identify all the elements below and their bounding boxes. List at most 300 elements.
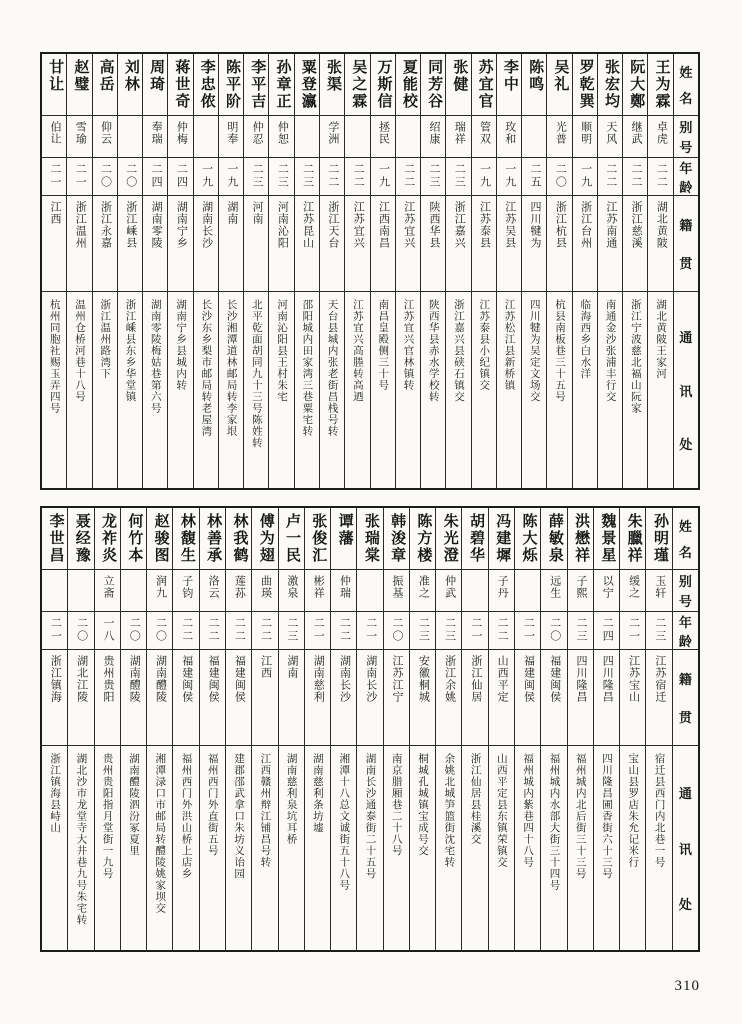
entry-age-cell [515, 612, 540, 650]
entry-age: 二二 [207, 617, 220, 643]
entry-age-cell [462, 612, 487, 650]
entry-address: 江苏泰县小纪镇交 [478, 299, 490, 391]
entry-alias: 学洲 [326, 121, 339, 145]
entry-column [540, 508, 566, 950]
entry-age-cell [541, 612, 566, 650]
entry-name-cell [305, 508, 330, 570]
entry-age-cell [547, 158, 571, 196]
entry-name: 洪懋祥 [573, 513, 590, 564]
header-name [673, 508, 698, 570]
entry-age: 二三 [443, 617, 456, 643]
entry-alias-cell [396, 116, 420, 158]
header-native [674, 196, 698, 292]
entry-name-cell [67, 54, 91, 116]
entry-alias: 子熙 [575, 575, 587, 599]
entry-address-cell [320, 292, 344, 488]
entry-native: 浙江余姚 [443, 655, 456, 703]
entry-native-cell [295, 196, 319, 292]
entry-age-cell [623, 158, 647, 196]
entry-alias-cell [573, 116, 597, 158]
entry-column [304, 508, 330, 950]
entry-column [142, 54, 167, 488]
entry-column [521, 54, 546, 488]
entry-age: 二二 [352, 163, 365, 189]
entry-name: 张宏均 [602, 59, 619, 110]
entry-name: 蒋世奇 [173, 59, 190, 110]
entry-alias-cell [219, 116, 243, 158]
entry-alias: 以宁 [601, 575, 614, 599]
entry-address: 湖南长沙通泰街二十五号 [364, 753, 376, 880]
entry-native: 江苏吴县 [503, 201, 516, 249]
entry-age-cell [244, 158, 268, 196]
entry-address-cell [541, 746, 566, 950]
entry-age-cell [568, 612, 593, 650]
entry-alias-cell [95, 570, 120, 612]
entry-alias-cell [462, 570, 487, 612]
entry-native-cell [67, 196, 91, 292]
entry-name: 阮大鄭 [628, 59, 645, 110]
entry-alias-cell [421, 116, 445, 158]
entry-age: 二二 [338, 617, 351, 643]
entry-address: 湖南宁乡县城内转 [175, 299, 187, 391]
entry-alias: 卓虎 [655, 121, 668, 145]
entry-name: 韩浚章 [389, 513, 406, 564]
entry-address-cell [194, 292, 218, 488]
entry-age: 二〇 [554, 163, 567, 189]
entry-address-cell [295, 292, 319, 488]
entry-alias-cell [384, 570, 409, 612]
entry-name: 赵骏图 [152, 513, 169, 564]
entry-name-cell [42, 54, 66, 116]
entry-address-cell [331, 746, 356, 950]
entry-alias: 瑞祥 [453, 121, 466, 145]
entry-age-cell [42, 158, 66, 196]
entry-native-cell [118, 196, 142, 292]
entry-native-cell [331, 650, 356, 746]
entry-alias-cell [68, 570, 93, 612]
entry-native-cell [194, 196, 218, 292]
entry-address: 湘潭渌口市邮局转醴陵姚家坝交 [154, 753, 166, 914]
entry-column [420, 54, 445, 488]
entry-address-cell [118, 292, 142, 488]
entry-alias: 天风 [604, 121, 617, 145]
entry-native: 浙江仙居 [469, 655, 482, 703]
entry-name-cell [143, 54, 167, 116]
entry-alias-cell [568, 570, 593, 612]
entry-address: 邵阳城内田家湾三巷粟宅转 [301, 299, 313, 437]
entry-name-cell [462, 508, 487, 570]
entry-address: 四川隆昌圃香街六十三号 [601, 753, 613, 880]
entry-name: 吴之霖 [350, 59, 367, 110]
entry-age: 二〇 [154, 617, 167, 643]
entry-name: 李平吉 [249, 59, 266, 110]
entry-native: 江苏南通 [604, 201, 617, 249]
entry-column [488, 508, 514, 950]
entry-age-cell [168, 158, 192, 196]
entry-native-cell [147, 650, 172, 746]
entry-native: 江苏泰县 [478, 201, 491, 249]
entry-age: 二三 [427, 163, 440, 189]
entry-address: 天台县城内张老街昌栈号转 [326, 299, 338, 437]
entry-alias-cell [67, 116, 91, 158]
entry-native-cell [410, 650, 435, 746]
entry-address-cell [410, 746, 435, 950]
entry-name: 粟登瀛 [299, 59, 316, 110]
entry-alias: 光普 [554, 121, 567, 145]
entry-alias-cell [143, 116, 167, 158]
entry-alias-cell [620, 570, 645, 612]
header-alias-char: 号 [678, 594, 692, 609]
entry-alias-cell [522, 116, 546, 158]
entry-name-cell [200, 508, 225, 570]
entry-name: 李世昌 [47, 513, 64, 564]
entry-address-cell [219, 292, 243, 488]
entry-name: 胡碧华 [467, 513, 484, 564]
entry-native: 福建闽侯 [180, 655, 193, 703]
entry-name: 龙祚炎 [100, 513, 117, 564]
entry-column [619, 508, 645, 950]
entry-age-cell [446, 158, 470, 196]
entry-alias: 激泉 [285, 575, 298, 599]
entry-column [146, 508, 172, 950]
entry-age: 二一 [49, 163, 61, 189]
entry-name-cell [568, 508, 593, 570]
entry-native-cell [489, 650, 514, 746]
entry-alias: 仰云 [99, 121, 112, 145]
header-age-char: 龄 [678, 634, 692, 649]
entry-native-cell [384, 650, 409, 746]
entry-age: 二二 [402, 163, 415, 189]
entry-alias: 继武 [630, 121, 643, 145]
entry-address-cell [244, 292, 268, 488]
entry-alias-cell [147, 570, 172, 612]
entry-name: 陈方楼 [415, 513, 432, 564]
entry-name: 谭藩 [336, 513, 353, 547]
entry-address: 杭州同胞社赐玉弄四号 [48, 299, 60, 414]
entry-age-cell [371, 158, 395, 196]
entry-age: 一九 [225, 163, 238, 189]
entry-alias-cell [410, 570, 435, 612]
entry-native: 福建闽侯 [207, 655, 220, 703]
entry-alias-cell [118, 116, 142, 158]
entry-name: 卢一民 [284, 513, 301, 564]
entry-name: 同芳谷 [426, 59, 443, 110]
entry-address: 浙江嵊县东乡华堂镇 [124, 299, 136, 403]
entry-column [496, 54, 521, 488]
entry-name-cell [497, 54, 521, 116]
entry-column [251, 508, 277, 950]
entry-address-cell [396, 292, 420, 488]
entry-name-cell [648, 54, 672, 116]
entry-native: 江苏宝山 [627, 655, 640, 703]
entry-address-cell [384, 746, 409, 950]
entry-age-cell [436, 612, 461, 650]
entry-address: 山西平定县东镇荣镇交 [495, 753, 507, 868]
entry-native: 四川隆昌 [575, 655, 587, 703]
entry-native-cell [305, 650, 330, 746]
entry-address-cell [173, 746, 198, 950]
entry-address: 杭县南板巷三十五号 [554, 299, 566, 403]
entry-name: 陈鸣 [527, 59, 544, 93]
entry-native-cell [620, 650, 645, 746]
entry-name-cell [594, 508, 619, 570]
entry-alias-cell [646, 570, 671, 612]
header-column [672, 508, 698, 950]
entry-name: 冯建墀 [494, 513, 511, 564]
entry-name-cell [573, 54, 597, 116]
entry-name-cell [252, 508, 277, 570]
entry-address-cell [594, 746, 619, 950]
entry-alias: 洛云 [207, 575, 220, 599]
entry-column [92, 54, 117, 488]
entry-address-cell [547, 292, 571, 488]
entry-address: 江苏宜兴官林镇转 [402, 299, 414, 391]
entry-column [370, 54, 395, 488]
entry-alias-cell [226, 570, 251, 612]
entry-address-cell [345, 292, 369, 488]
entry-name: 朱光澄 [441, 513, 458, 564]
entry-address: 江苏宜兴高塍转高迺 [351, 299, 363, 403]
entry-name-cell [371, 54, 395, 116]
entry-alias: 顺明 [579, 121, 592, 145]
entry-native-cell [541, 650, 566, 746]
entry-column [471, 54, 496, 488]
entry-column [199, 508, 225, 950]
entry-alias-cell [173, 570, 198, 612]
entry-alias-cell [121, 570, 146, 612]
entry-name-cell [421, 54, 445, 116]
entry-native-cell [396, 196, 420, 292]
entry-name-cell [244, 54, 268, 116]
entry-alias-cell [489, 570, 514, 612]
entry-native-cell [547, 196, 571, 292]
entry-age-cell [598, 158, 622, 196]
entry-name-cell [396, 54, 420, 116]
entry-age: 一九 [503, 163, 516, 189]
entry-native: 浙江杭县 [554, 201, 567, 249]
entry-name: 张渠 [325, 59, 342, 93]
entry-alias: 远生 [548, 575, 561, 599]
entry-age-cell [219, 158, 243, 196]
entry-name-cell [410, 508, 435, 570]
entry-native-cell [219, 196, 243, 292]
entry-address: 南昌皇殿侧三十号 [377, 299, 389, 391]
header-age [673, 612, 698, 650]
entry-column [645, 508, 671, 950]
entry-alias: 准之 [417, 575, 430, 599]
entry-native: 浙江天台 [326, 201, 339, 249]
entry-native: 湖南 [285, 655, 298, 679]
entry-name: 张俊汇 [310, 513, 327, 564]
entry-name-cell [345, 54, 369, 116]
entry-name-cell [118, 54, 142, 116]
entry-name: 周琦 [148, 59, 165, 93]
entry-alias: 伯让 [49, 121, 61, 145]
directory-table-top [40, 52, 700, 490]
entry-column [514, 508, 540, 950]
entry-name-cell [147, 508, 172, 570]
entry-name-cell [42, 508, 67, 570]
entry-column [319, 54, 344, 488]
entry-native: 江苏宜兴 [352, 201, 365, 249]
entry-name-cell [331, 508, 356, 570]
entry-native-cell [320, 196, 344, 292]
entry-column [167, 54, 192, 488]
entry-native-cell [42, 650, 67, 746]
entry-name: 夏能校 [400, 59, 417, 110]
entry-alias: 拯民 [377, 121, 390, 145]
entry-alias-cell [305, 570, 330, 612]
entry-age-cell [279, 612, 304, 650]
entry-column [647, 54, 672, 488]
entry-name-cell [472, 54, 496, 116]
entry-address: 福州城内北后街三十三号 [574, 753, 586, 880]
entry-age-cell [252, 612, 277, 650]
entry-alias-cell [547, 116, 571, 158]
entry-native-cell [515, 650, 540, 746]
entry-native-cell [462, 650, 487, 746]
entry-age-cell [497, 158, 521, 196]
entry-age-cell [573, 158, 597, 196]
entry-native: 陕西华县 [427, 201, 440, 249]
entry-name: 李中 [501, 59, 518, 93]
entry-alias-cell [42, 570, 67, 612]
entry-column [120, 508, 146, 950]
entry-native: 江苏昆山 [301, 201, 314, 249]
entry-alias-cell [598, 116, 622, 158]
entry-column [268, 54, 293, 488]
entry-name-cell [168, 54, 192, 116]
entry-name-cell [93, 54, 117, 116]
entry-name: 傅为翅 [257, 513, 274, 564]
entry-age: 二〇 [548, 617, 561, 643]
entry-age: 二二 [604, 163, 617, 189]
entry-address-cell [279, 746, 304, 950]
entry-native: 湖南醴陵 [128, 655, 141, 703]
entry-column [383, 508, 409, 950]
entry-name: 薛敏泉 [546, 513, 563, 564]
entry-address: 温州仓桥河巷十八号 [74, 299, 85, 403]
header-address-char: 通 [678, 785, 692, 801]
entry-address-cell [147, 746, 172, 950]
header-native-char: 贯 [678, 710, 692, 725]
entry-alias: 玉轩 [653, 575, 666, 599]
entry-address-cell [623, 292, 647, 488]
entry-age-cell [118, 158, 142, 196]
entry-native-cell [143, 196, 167, 292]
entry-address: 福州西门外洪山桥上店乡 [180, 753, 192, 880]
entry-address: 湖南零陵梅姑巷第六号 [149, 299, 161, 414]
entry-age: 一九 [478, 163, 491, 189]
entry-age-cell [396, 158, 420, 196]
entry-alias-cell [541, 570, 566, 612]
entry-column [94, 508, 120, 950]
entry-native-cell [121, 650, 146, 746]
header-name-char: 姓 [678, 518, 692, 534]
entry-native: 江西 [259, 655, 272, 679]
entry-address-cell [269, 292, 293, 488]
entry-age-cell [147, 612, 172, 650]
entry-alias: 振基 [391, 575, 404, 599]
entry-address-cell [648, 292, 672, 488]
entry-address-cell [42, 292, 66, 488]
header-address-char: 讯 [679, 383, 693, 399]
entry-address: 陕西华县赤水学校转 [427, 299, 439, 403]
header-native-char: 籍 [679, 218, 693, 233]
entry-age: 二二 [655, 163, 668, 189]
entry-column [42, 508, 67, 950]
header-native-char: 籍 [678, 672, 692, 687]
entry-alias-cell [497, 116, 521, 158]
entry-age-cell [384, 612, 409, 650]
entry-name: 孙明瑾 [651, 513, 668, 564]
entry-age: 二一 [522, 617, 535, 643]
entry-name: 王为霖 [653, 59, 670, 110]
entry-native-cell [252, 650, 277, 746]
entry-name-cell [279, 508, 304, 570]
header-address-char: 通 [679, 329, 693, 345]
entry-age: 二四 [601, 617, 614, 643]
header-native-char: 贯 [679, 256, 693, 271]
entry-address-cell [436, 746, 461, 950]
entry-alias: 雪瑜 [74, 121, 87, 145]
entry-age-cell [42, 612, 67, 650]
entry-address: 桐城孔城镇宝成号交 [417, 753, 429, 857]
entry-address: 南京腊厢巷二十八号 [390, 753, 402, 857]
page-number: 310 [674, 978, 700, 994]
entry-alias-cell [269, 116, 293, 158]
entry-alias-cell [320, 116, 344, 158]
entry-name: 甘让 [47, 59, 64, 93]
entry-age-cell [648, 158, 672, 196]
entry-name: 何竹本 [126, 513, 143, 564]
entry-native-cell [497, 196, 521, 292]
entry-age: 二三 [301, 163, 314, 189]
entry-name: 聂经豫 [73, 513, 90, 564]
entry-alias-cell [194, 116, 218, 158]
entry-age-cell [522, 158, 546, 196]
entry-alias-cell [515, 570, 540, 612]
entry-age-cell [357, 612, 382, 650]
header-address-char: 讯 [678, 841, 692, 857]
entry-address-cell [421, 292, 445, 488]
entry-alias: 奉瑞 [150, 121, 163, 145]
entry-address-cell [522, 292, 546, 488]
entry-column [572, 54, 597, 488]
entry-name-cell [269, 54, 293, 116]
entry-native: 浙江嵊县 [124, 201, 137, 249]
entry-address: 福州西门外直街五号 [206, 753, 218, 857]
entry-address: 湖北黄陂王家河 [655, 299, 667, 380]
entry-address-cell [462, 746, 487, 950]
entry-native-cell [244, 196, 268, 292]
entry-address: 河南沁阳县王村朱宅 [276, 299, 288, 403]
entry-name-cell [295, 54, 319, 116]
entry-age-cell [421, 158, 445, 196]
entry-column [225, 508, 251, 950]
entry-native-cell [93, 196, 117, 292]
entry-age: 二〇 [128, 617, 141, 643]
entry-name: 林馥生 [178, 513, 195, 564]
entry-native-cell [357, 650, 382, 746]
entry-native: 四川犍为 [529, 201, 542, 249]
entry-native: 湖南慈利 [312, 655, 325, 703]
entry-native: 安徽桐城 [417, 655, 430, 703]
entry-age-cell [67, 158, 91, 196]
entry-age: 二〇 [75, 617, 88, 643]
entry-native: 江苏宿迁 [653, 655, 666, 703]
entry-address-cell [168, 292, 192, 488]
